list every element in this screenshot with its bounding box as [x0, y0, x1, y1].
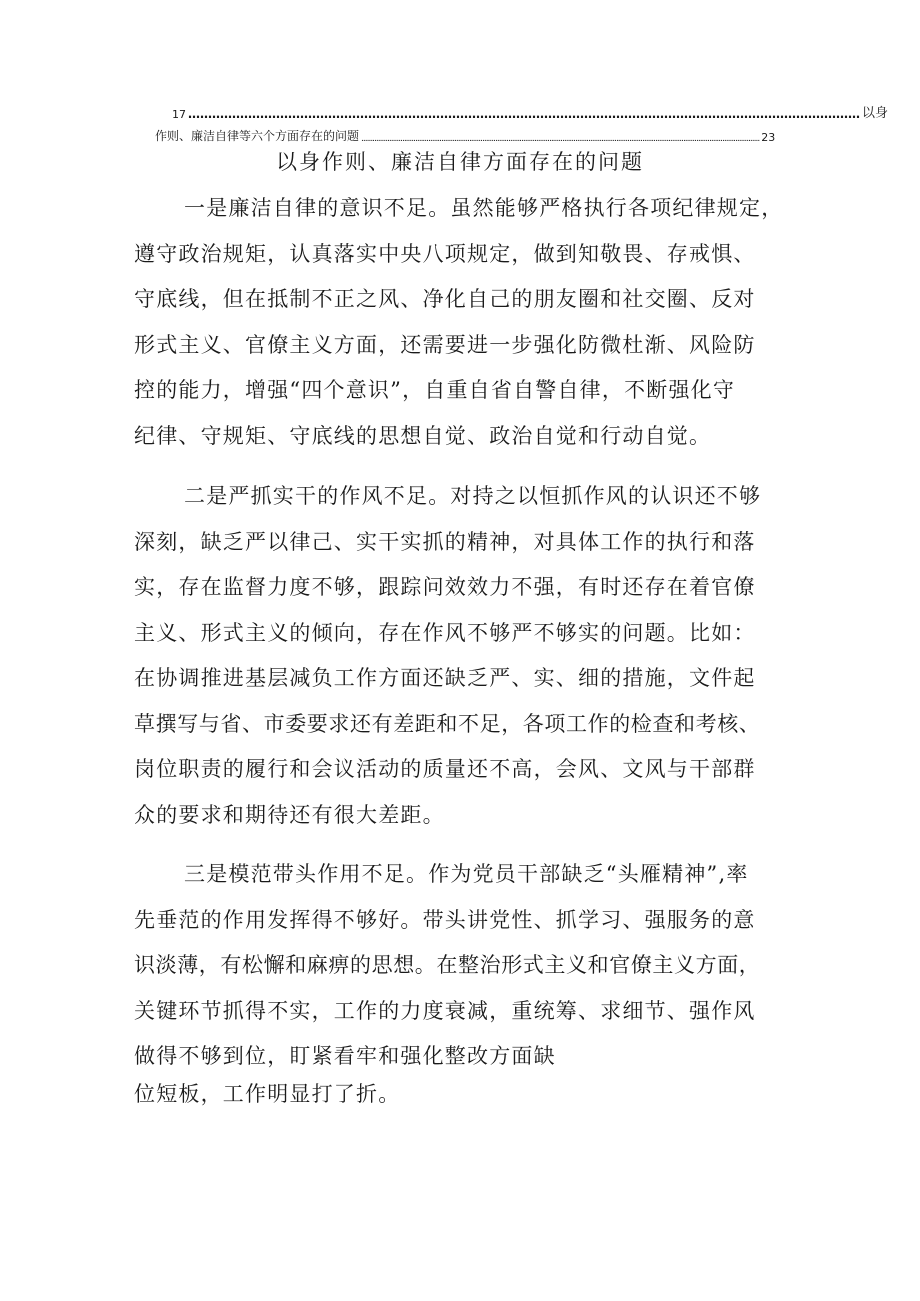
toc-leader-dots: …………………………………………………………………………………………………………………………………………………… [188, 107, 860, 121]
paragraph-line: 识淡薄，有松懈和麻痹的思想。在整治形式主义和官僚主义方面， [134, 953, 761, 977]
paragraph-work-style [134, 474, 814, 838]
paragraph-line: 关键环节抓得不实，工作的力度衰减，重统筹、求细节、强作风 [134, 998, 756, 1023]
paragraph-line: 形式主义、官僚主义方面，还需要进一步强化防微杜渐、风险防 [134, 332, 756, 357]
section-heading: 以身作则、廉洁自律方面存在的问题 [276, 150, 644, 174]
toc-entry-title: 作则、廉洁自律等六个方面存在的问题 [155, 129, 360, 143]
paragraph-line: 草撰写与省、市委要求还有差距和不足，各项工作的检查和考核、 [134, 711, 761, 736]
paragraph-line: 在协调推进基层减负工作方面还缺乏严、实、细的措施，文件起 [134, 666, 756, 690]
paragraph-line: 纪律、守规矩、守底线的思想自觉、政治自觉和行动自觉。 [134, 423, 712, 448]
paragraph-line: 一是廉洁自律的意识不足。虽然能够严格执行各项纪律规定， [184, 196, 784, 220]
toc-entry-number: 17 [172, 108, 186, 121]
paragraph-line: 岗位职责的履行和会议活动的质量还不高，会风、文风与干部群 [134, 757, 756, 781]
toc-entry-line1[interactable] [172, 101, 889, 121]
toc-leader-dots-small: ...................................................................................................................................................................................................................... [361, 134, 760, 144]
paragraph-line: 做得不够到位，盯紧看牢和强化整改方面缺 [134, 1044, 556, 1068]
toc-page-number: 23 [761, 131, 776, 144]
paragraph-line: 众的要求和期待还有很大差距。 [134, 802, 445, 827]
paragraph-line: 三是模范带头作用不足。作为党员干部缺乏“头雁精神”,率 [184, 862, 749, 886]
paragraph-role-model [134, 852, 814, 1117]
paragraph-line: 位短板，工作明显打了折。 [134, 1081, 401, 1106]
paragraph-integrity [134, 186, 814, 459]
toc-entry-title-start: 以身 [862, 106, 889, 121]
paragraph-line: 先垂范的作用发挥得不够好。带头讲党性、抓学习、强服务的意 [134, 907, 756, 932]
paragraph-line: 遵守政治规矩，认真落实中央八项规定，做到知敬畏、存戒惧、 [134, 241, 756, 266]
toc-entry-line2[interactable] [155, 124, 776, 144]
paragraph-line: 控的能力，增强“四个意识”，自重自省自警自律，不断强化守 [134, 378, 736, 402]
paragraph-line: 深刻，缺乏严以律己、实干实抓的精神，对具体工作的执行和落 [134, 529, 756, 554]
paragraph-line: 实，存在监督力度不够，跟踪问效效力不强，有时还存在着官僚 [134, 575, 756, 599]
paragraph-line: 守底线，但在抵制不正之风、净化自己的朋友圈和社交圈、反对 [134, 287, 756, 311]
paragraph-line: 主义、形式主义的倾向，存在作风不够严不够实的问题。比如： [134, 620, 756, 645]
paragraph-line: 二是严抓实干的作风不足。对持之以恒抓作风的认识还不够 [184, 484, 762, 508]
